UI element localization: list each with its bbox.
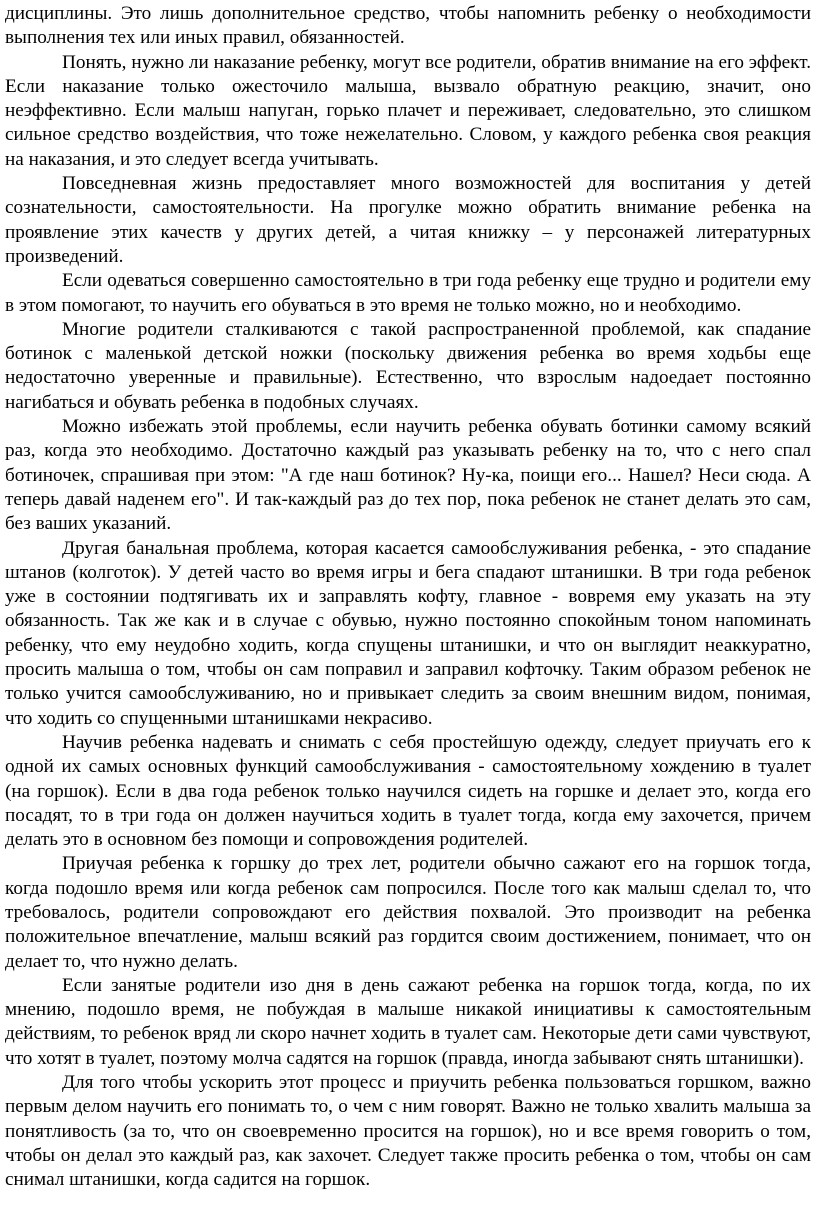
paragraph-2: Понять, нужно ли наказание ребенку, могут все родители, обратив внимание на его эффект. Если наказание только ожесточило малыша, вызвало обратную реакцию, значит, оно неэффективно. Если малыш напуган, горько плачет и переживает, следовательно, это слишком сильное средство воздействия, что тоже нежелательно. Словом, у каждого ребенка своя реакция на наказания, и это следует всегда учитывать. [5,51,811,170]
paragraph-6: Можно избежать этой проблемы, если научить ребенка обувать ботинки самому всякий раз, когда это необходимо. Достаточно каждый раз указывать ребенку на то, что с него спал ботиночек, спрашивая при этом: "А где наш ботинок? Ну-ка, поищи его... Нашел? Неси сюда. А теперь давай наденем его". И так-каждый раз до тех пор, пока ребенок не станет делать это сам, без ваших указаний. [5,416,811,535]
paragraph-3: Повседневная жизнь предоставляет много возможностей для воспитания у детей сознательности, самостоятельности. На прогулке можно обратить внимание ребенка на проявление этих качеств у других детей, а читая книжку – у персонажей литературных произведений. [5,173,811,267]
paragraph-7: Другая банальная проблема, которая касается самообслуживания ребенка, - это спадание штанов (колготок). У детей часто во время игры и бега спадают штанишки. В три года ребенок уже в состоянии подтягивать их и заправлять кофту, главное - вовремя ему указать на эту обязанность. Так же как и в случае с обувью, нужно постоянно спокойным тоном напоминать ребенку, что ему неудобно ходить, когда спущены штанишки, и что он выглядит неаккуратно, просить малыша о том, чтобы он сам поправил и заправил кофточку. Таким образом ребенок не только учится самообслуживанию, но и привыкает следить за своим внешним видом, понимая, что ходить со спущенными штанишками некрасиво. [5,537,811,729]
paragraph-11: Для того чтобы ускорить этот процесс и приучить ребенка пользоваться горшком, важно первым делом научить его понимать то, о чем с ним говорят. Важно не только хвалить малыша за понятливость (за то, что он своевременно просится на горшок), но и все время говорить о том, чтобы он делал это каждый раз, как захочет. Следует также просить ребенка о том, чтобы он сам снимал штанишки, когда садится на горшок. [5,1072,811,1191]
paragraph-9: Приучая ребенка к горшку до трех лет, родители обычно сажают его на горшок тогда, когда подошло время или когда ребенок сам попросился. После того как малыш сделал то, что требовалось, родители сопровождают его действия похвалой. Это производит на ребенка положительное впечатление, малыш всякий раз гордится своим достижением, понимает, что он делает то, что нужно делать. [5,853,811,972]
document-page [5,2,811,1193]
paragraph-1: дисциплины. Это лишь дополнительное средство, чтобы напомнить ребенку о необходимости выполнения тех или иных правил, обязанностей. [5,3,811,49]
paragraph-10: Если занятые родители изо дня в день сажают ребенка на горшок тогда, когда, по их мнению, подошло время, не побуждая в малыше никакой инициативы к самостоятельным действиям, то ребенок вряд ли скоро начнет ходить в туалет сам. Некоторые дети сами чувствуют, что хотят в туалет, поэтому молча садятся на горшок (правда, иногда забывают снять штанишки). [5,974,811,1069]
paragraph-4: Если одеваться совершенно самостоятельно в три года ребенку еще трудно и родители ему в этом помогают, то научить его обуваться в это время не только можно, но и необходимо. [5,270,811,316]
paragraph-5: Многие родители сталкиваются с такой распространенной проблемой, как спадание ботинок с маленькой детской ножки (поскольку движения ребенка во время ходьбы еще недостаточно уверенные и правильные). Естественно, что взрослым надоедает постоянно нагибаться и обувать ребенка в подобных случаях. [5,318,811,413]
paragraph-8: Научив ребенка надевать и снимать с себя простейшую одежду, следует приучать его к одной их самых основных функций самообслуживания - самостоятельному хождению в туалет (на горшок). Если в два года ребенок только научился сидеть на горшке и делает это, когда его посадят, то в три года он должен научиться ходить в туалет тогда, когда ему захочется, причем делать это в основном без помощи и сопровождения родителей. [5,731,811,851]
